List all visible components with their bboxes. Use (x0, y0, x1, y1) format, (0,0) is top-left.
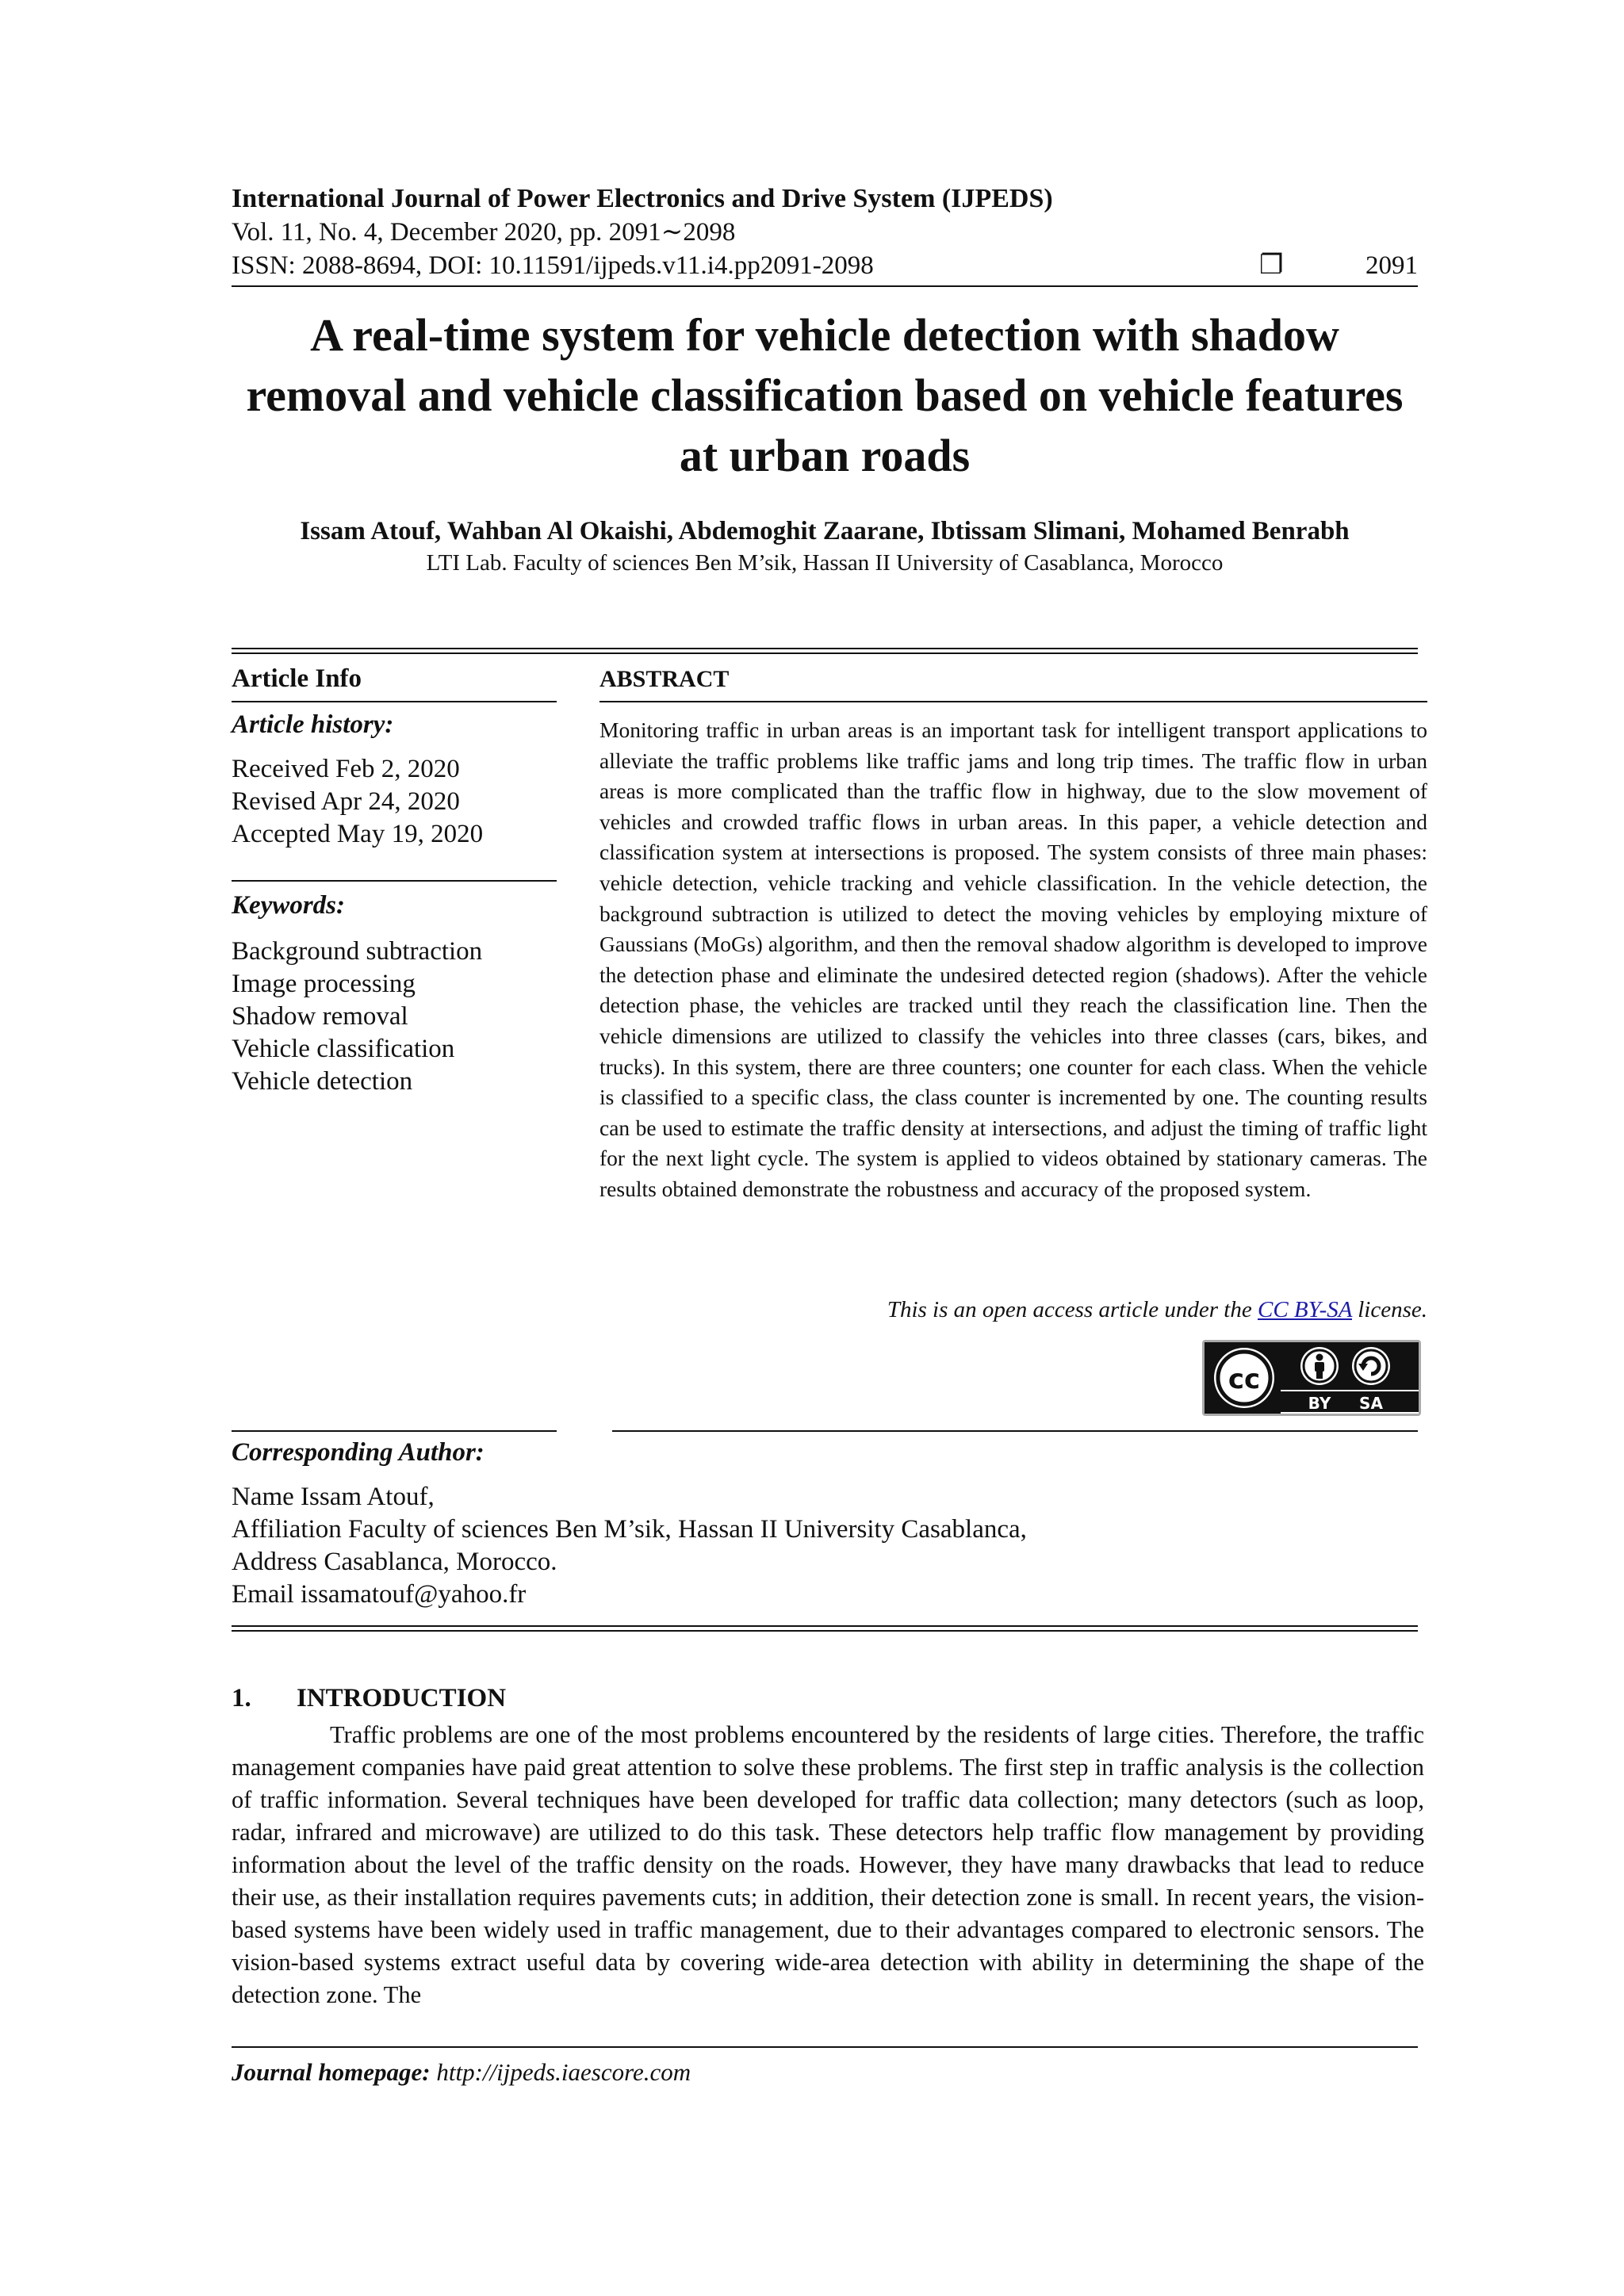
keyword-item: Vehicle classification (232, 1035, 455, 1063)
keywords-heading: Keywords: (232, 891, 345, 920)
article-info-heading: Article Info (232, 664, 362, 693)
title-line: A real-time system for vehicle detection with shadow (310, 309, 1339, 361)
keywords-list (232, 936, 482, 1098)
homepage-url[interactable]: http://ijpeds.iaescore.com (436, 2058, 691, 2086)
journal-name: International Journal of Power Electronics and Drive System (IJPEDS) (232, 184, 1053, 213)
author-list: Issam Atouf, Wahban Al Okaishi, Abdemoghit Zaarane, Ibtissam Slimani, Mohamed Benrabh (300, 517, 1350, 545)
open-access-note (887, 1297, 1427, 1323)
share-alike-icon (1352, 1347, 1390, 1385)
title-line: removal and vehicle classification based on vehicle features (246, 369, 1404, 421)
corresponding-heading: Corresponding Author: (232, 1438, 485, 1467)
open-access-prefix: This is an open access article under the (887, 1297, 1258, 1322)
abstract-rule (599, 701, 1427, 702)
sa-label: SA (1359, 1394, 1383, 1413)
author-affiliation: Affiliation Faculty of sciences Ben M’sik, Hassan II University Casablanca, (232, 1515, 1027, 1544)
intro-paragraph: Traffic problems are one of the most problems encountered by the residents of large cities. Therefore, the traffic management companies have paid great attention to solve these problems. The first step in traffic analysis is the collection of traffic information. Several techniques have been developed for traffic data collection; many detectors (such as loop, radar, infrared and microwave) are utilized to do this task. These detectors help traffic flow management by providing information about the level of the traffic density on the roads. However, they have many drawbacks that lead to reduce their use, as their installation requires pavements cuts; in addition, their detection zone is small. In recent years, the vision-based systems have been widely used in traffic management, due to their advantages compared to electronic sensors. The vision-based systems extract useful data by covering wide-area detection with ability in determining the shape of the detection zone. The (232, 1721, 1424, 2008)
volume-info: Vol. 11, No. 4, December 2020, pp. 2091∼2098 (232, 218, 736, 247)
open-access-suffix: license. (1351, 1297, 1427, 1322)
keywords-rule (232, 880, 557, 882)
history-item: Revised Apr 24, 2020 (232, 787, 460, 816)
history-heading: Article history: (232, 710, 394, 739)
author-email: Email issamatouf@yahoo.fr (232, 1580, 527, 1609)
author-address: Address Casablanca, Morocco. (232, 1548, 557, 1576)
article-info-rule (232, 701, 557, 702)
journal-homepage (232, 2058, 691, 2087)
intro-number: 1. (232, 1684, 251, 1712)
footer-rule (232, 2046, 1418, 2048)
page-number: 2091 (1365, 251, 1418, 280)
corresponding-rule-right (612, 1430, 1418, 1432)
title-line: at urban roads (679, 430, 971, 481)
header-rule (232, 285, 1418, 287)
info-top-rule-2 (232, 652, 1418, 654)
cc-by-sa-link[interactable]: CC BY-SA (1258, 1297, 1352, 1322)
intro-heading: INTRODUCTION (297, 1684, 507, 1712)
history-item: Accepted May 19, 2020 (232, 820, 484, 848)
by-label: BY (1308, 1394, 1331, 1413)
abstract-body (599, 715, 1427, 1205)
keyword-item: Shadow removal (232, 1002, 408, 1031)
info-bottom-rule-2 (232, 1630, 1418, 1632)
history-item: Received Feb 2, 2020 (232, 755, 460, 783)
info-bottom-rule (232, 1625, 1418, 1627)
box-icon: ❐ (1259, 251, 1284, 280)
attribution-icon (1300, 1347, 1339, 1385)
author-name: Name Issam Atouf, (232, 1483, 435, 1511)
cc-by-sa-badge[interactable] (1202, 1340, 1421, 1416)
paper-title (198, 305, 1451, 486)
keyword-item: Background subtraction (232, 937, 483, 966)
corresponding-details (232, 1481, 1027, 1611)
intro-body (232, 1719, 1424, 2011)
keyword-item: Vehicle detection (232, 1067, 413, 1096)
keyword-item: Image processing (232, 970, 416, 998)
corresponding-rule-left (232, 1430, 557, 1432)
affiliation: LTI Lab. Faculty of sciences Ben M’sik, Hassan II University of Casablanca, Morocco (426, 550, 1224, 576)
history-list (232, 753, 483, 851)
abstract-paragraph: Monitoring traffic in urban areas is an important task for intelligent transport applications to alleviate the traffic problems like traffic jams and long trip times. The traffic flow in urban areas is more complicated than the traffic flow in highway, due to the slow movement of vehicles and crowded traffic flows in urban areas. In this paper, a vehicle detection and classification system at intersections is proposed. The system consists of three main phases: vehicle detection, vehicle tracking and vehicle classification. In the vehicle detection, the background subtraction is utilized to detect the moving vehicles by employing mixture of Gaussians (MoGs) algorithm, and then the removal shadow algorithm is developed to improve the detection phase and eliminate the undesired detected region (shadows). After the vehicle detection phase, the vehicles are tracked until they reach the classification line. Then the vehicle dimensions are utilized to classify the vehicles into three classes (cars, bikes, and trucks). In this system, there are three counters; one counter for each class. When the vehicle is classified to a specific class, the class counter is incremented by one. The counting results can be used to estimate the traffic density at intersections, and adjust the timing of traffic light for the next light cycle. The system is applied to videos obtained by stationary cameras. The results obtained demonstrate the robustness and accuracy of the proposed system. (599, 718, 1427, 1201)
abstract-heading: ABSTRACT (599, 666, 730, 692)
issn-doi: ISSN: 2088-8694, DOI: 10.11591/ijpeds.v11.i4.pp2091-2098 (232, 251, 874, 280)
cc-glyph: cc (1228, 1364, 1261, 1395)
info-top-rule (232, 648, 1418, 649)
homepage-label: Journal homepage: (232, 2058, 431, 2086)
cc-badge-graphic (1205, 1342, 1419, 1414)
